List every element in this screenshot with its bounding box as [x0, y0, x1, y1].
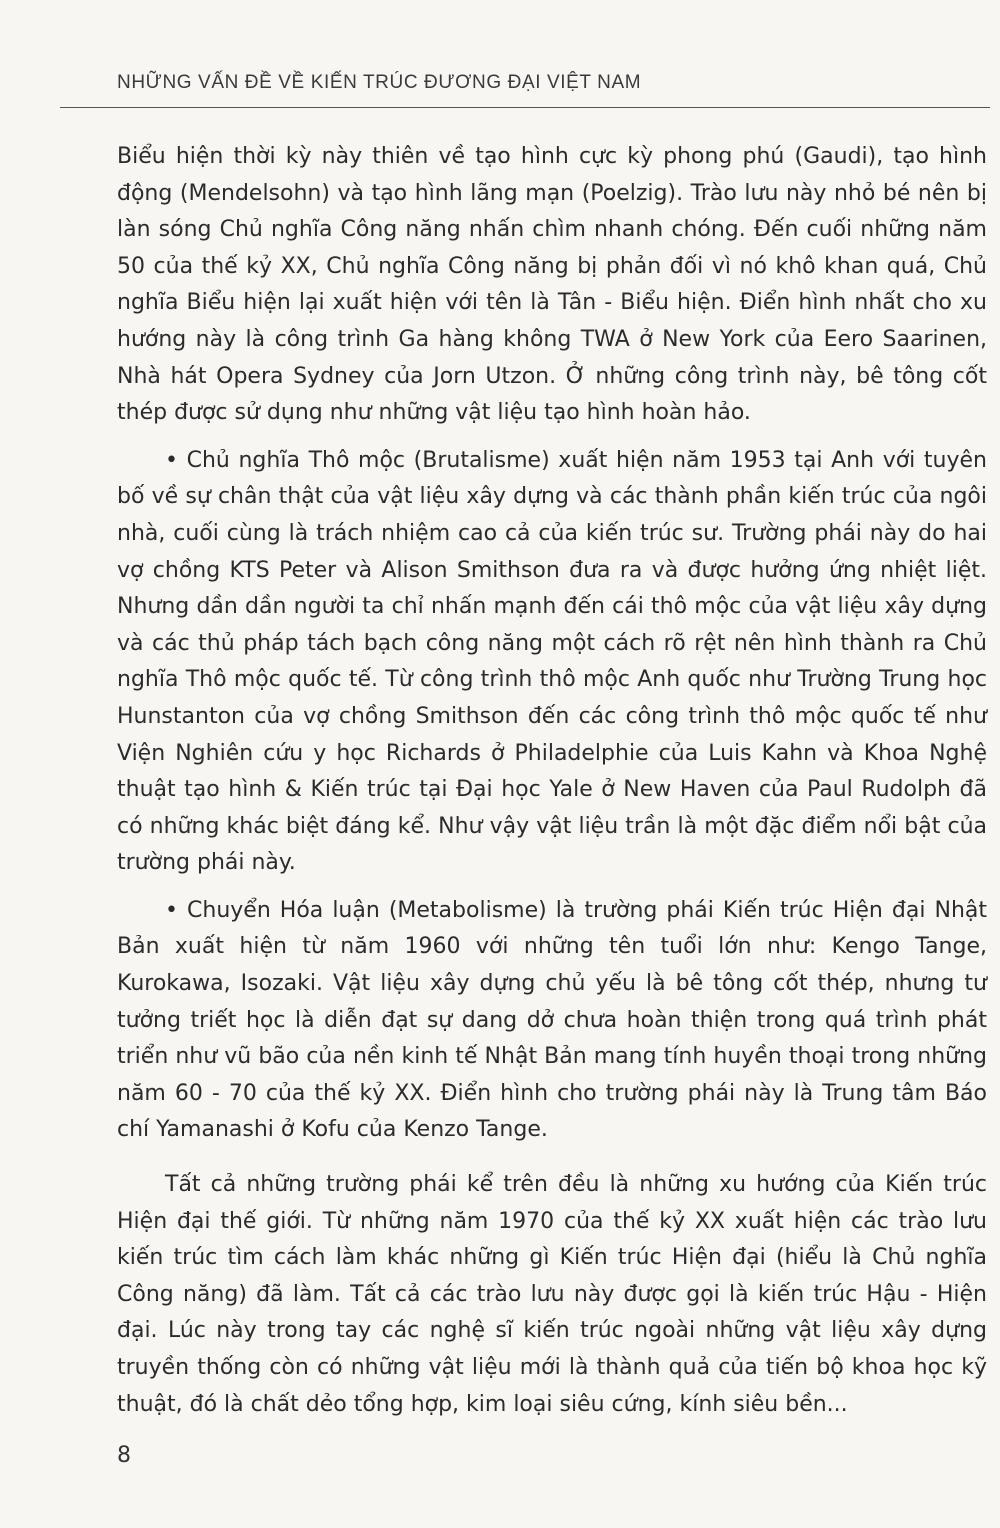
running-header: NHỮNG VẤN ĐỀ VỀ KIẾN TRÚC ĐƯƠNG ĐẠI VIỆT NAM — [117, 72, 642, 93]
paragraph-expressionism: Biểu hiện thời kỳ này thiên về tạo hình cực kỳ phong phú (Gaudi), tạo hình động (Mendelsohn) và tạo hình lãng mạn (Poelzig). Trào lưu này nhỏ bé nên bị làn sóng Chủ nghĩa Công năng nhấn chìm nhanh chóng. Đến cuối những năm 50 của thế kỷ XX, Chủ nghĩa Công năng bị phản đối vì nó khô khan quá, Chủ nghĩa Biểu hiện lại xuất hiện với tên là Tân - Biểu hiện. Điển hình nhất cho xu hướng này là công trình Ga hàng không TWA ở New York của Eero Saarinen, Nhà hát Opera Sydney của Jorn Utzon. Ở những công trình này, bê tông cốt thép được sử dụng như những vật liệu tạo hình hoàn hảo. — [117, 144, 987, 426]
page-number: 8 — [117, 1443, 131, 1468]
body-text — [117, 139, 987, 1434]
paragraph-postmodern: Tất cả những trường phái kể trên đều là những xu hướng của Kiến trúc Hiện đại thế giới. Từ những năm 1970 của thế kỷ XX xuất hiện các trào lưu kiến trúc tìm cách làm khác những gì Kiến trúc Hiện đại (hiểu là Chủ nghĩa Công năng) đã làm. Tất cả các trào lưu này được gọi là kiến trúc Hậu - Hiện đại. Lúc này trong tay các nghệ sĩ kiến trúc ngoài những vật liệu xây dựng truyền thống còn có những vật liệu mới là thành quả của tiến bộ khoa học kỹ thuật, đó là chất dẻo tổng hợp, kim loại siêu cứng, kính siêu bền... — [117, 1172, 987, 1417]
header-rule — [60, 107, 990, 108]
paragraph-brutalism: • Chủ nghĩa Thô mộc (Brutalisme) xuất hiện năm 1953 tại Anh với tuyên bố về sự chân thật của vật liệu xây dựng và các thành phần kiến trúc của ngôi nhà, cuối cùng là trách nhiệm cao cả của kiến trúc sư. Trường phái này do hai vợ chồng KTS Peter và Alison Smithson đưa ra và được hưởng ứng nhiệt liệt. Nhưng dần dần người ta chỉ nhấn mạnh đến cái thô mộc của vật liệu xây dựng và các thủ pháp tách bạch công năng một cách rõ rệt nên hình thành ra Chủ nghĩa Thô mộc quốc tế. Từ công trình thô mộc Anh quốc như Trường Trung học Hunstanton của vợ chồng Smithson đến các công trình thô mộc quốc tế như Viện Nghiên cứu y học Richards ở Philadelphie của Luis Kahn và Khoa Nghệ thuật tạo hình & Kiến trúc tại Đại học Yale ở New Haven của Paul Rudolph đã có những khác biệt đáng kể. Như vậy vật liệu trần là một đặc điểm nổi bật của trường phái này. — [117, 447, 987, 876]
paragraph-metabolism: • Chuyển Hóa luận (Metabolisme) là trường phái Kiến trúc Hiện đại Nhật Bản xuất hiện từ năm 1960 với những tên tuổi lớn như: Kengo Tange, Kurokawa, Isozaki. Vật liệu xây dựng chủ yếu là bê tông cốt thép, nhưng tư tưởng triết học là diễn đạt sự dang dở chưa hoàn thiện trong quá trình phát triển như vũ bão của nền kinh tế Nhật Bản mang tính huyền thoại trong những năm 60 - 70 của thế kỷ XX. Điển hình cho trường phái này là Trung tâm Báo chí Yamanashi ở Kofu của Kenzo Tange. — [117, 897, 987, 1143]
